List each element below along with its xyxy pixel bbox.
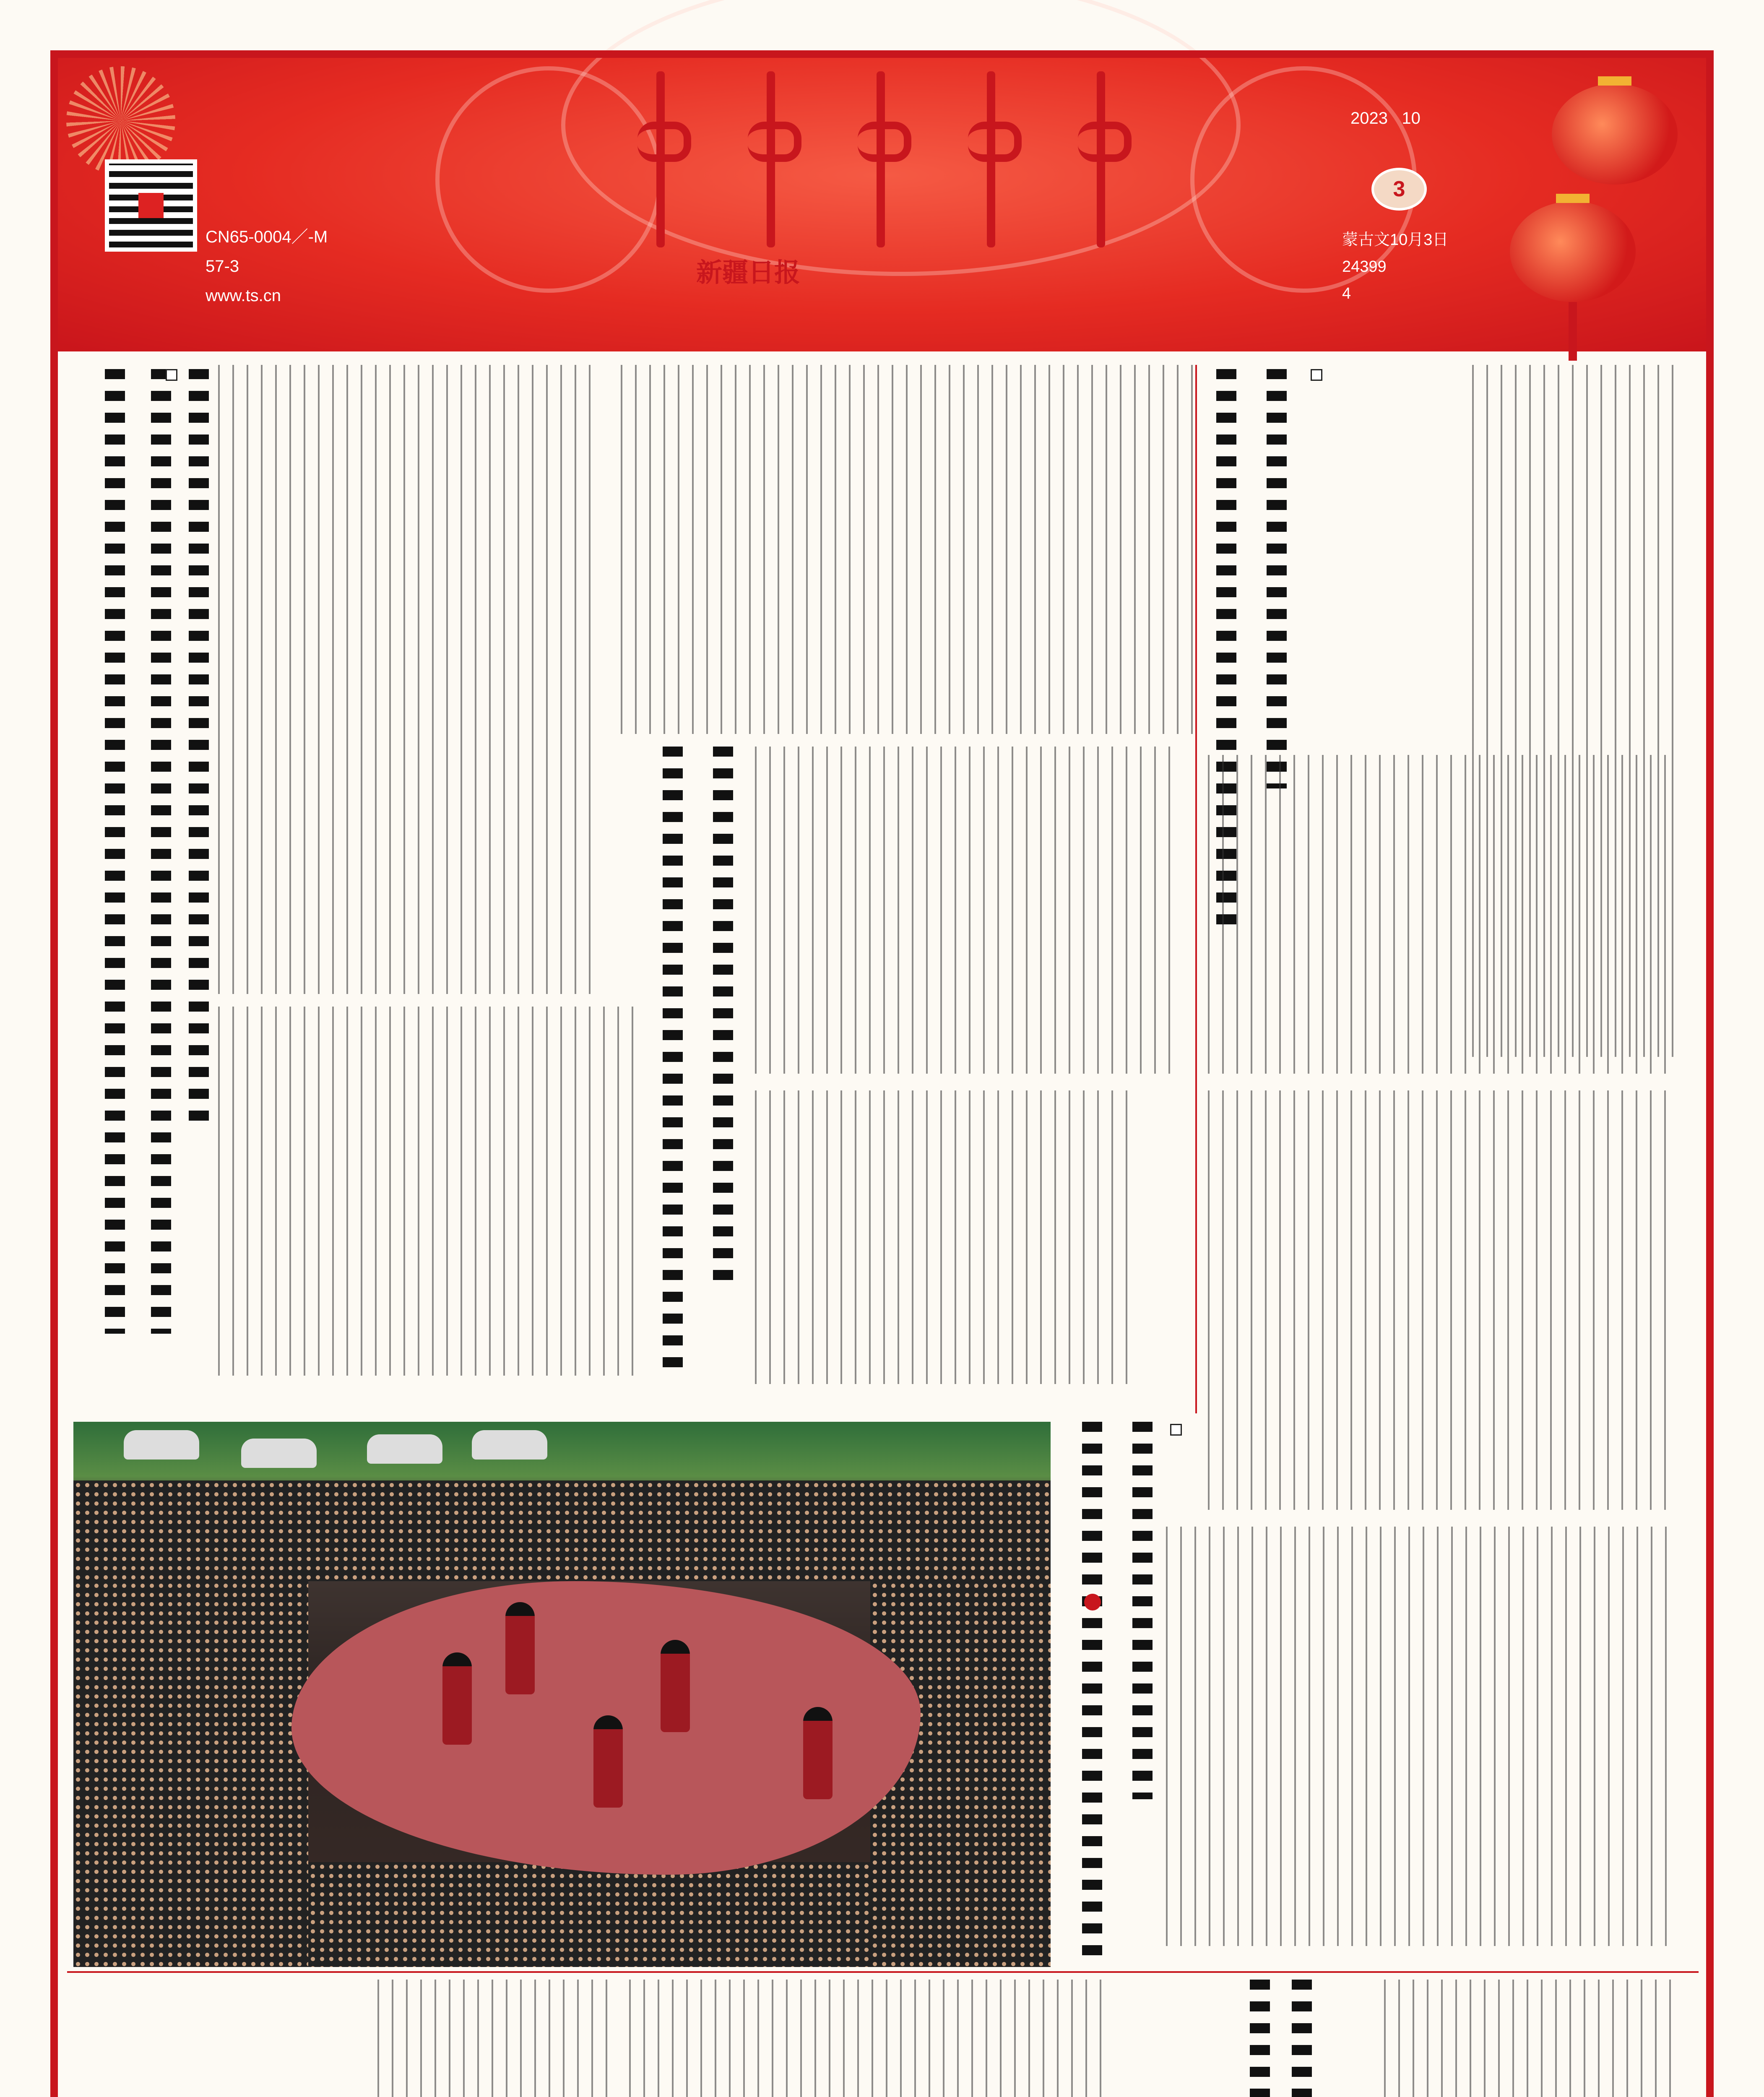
headline — [663, 747, 683, 1376]
date-line — [1350, 109, 1421, 128]
dancer — [593, 1715, 623, 1808]
dancer — [661, 1640, 690, 1732]
car — [124, 1430, 199, 1460]
article-text — [218, 1007, 637, 1376]
crowd — [308, 1862, 870, 1967]
article-text — [1384, 1980, 1673, 2097]
chinese-date: 蒙古文10月3日 — [1342, 231, 1449, 249]
lantern-icon — [1552, 84, 1678, 185]
postal-code: 57-3 — [206, 257, 239, 276]
article-text — [1208, 1090, 1673, 1510]
year: 2023 — [1350, 109, 1388, 127]
article-text — [755, 747, 1174, 1074]
article-text — [755, 1090, 1132, 1384]
headline — [105, 369, 125, 1334]
page-number-badge: 3 — [1371, 168, 1427, 211]
mongolian-title — [629, 71, 1132, 247]
bullet-square-icon — [1170, 1424, 1182, 1436]
headline — [1250, 1980, 1270, 2097]
bullet-square-icon — [1311, 369, 1322, 381]
lantern-icon — [1510, 201, 1636, 302]
month: 10 — [1402, 109, 1421, 127]
bullet-square-icon — [166, 369, 177, 381]
article-text — [1166, 1527, 1673, 1946]
issue-info — [1342, 226, 1448, 307]
website[interactable]: www.ts.cn — [206, 286, 281, 305]
article-text — [629, 1980, 1111, 2097]
dancer — [803, 1707, 833, 1799]
title-glyph — [1069, 71, 1132, 247]
dancer — [442, 1652, 472, 1745]
car — [367, 1434, 442, 1464]
headline — [189, 369, 209, 1124]
car — [472, 1430, 547, 1460]
headline — [1292, 1980, 1312, 2097]
car — [241, 1439, 317, 1468]
dancer — [505, 1602, 535, 1694]
chinese-title: 新疆日报 — [696, 257, 801, 288]
headline — [1082, 1422, 1102, 1967]
headline — [151, 369, 171, 1334]
column-divider — [1195, 365, 1197, 1413]
title-glyph — [960, 71, 1022, 247]
qr-code-icon[interactable] — [105, 159, 197, 252]
weekday: 4 — [1342, 285, 1351, 302]
article-text — [218, 365, 596, 994]
title-glyph — [629, 71, 692, 247]
crowd — [73, 1480, 1051, 1581]
article-text — [377, 1980, 612, 2097]
title-glyph — [739, 71, 802, 247]
crowd — [73, 1581, 308, 1967]
article-text — [621, 365, 1199, 734]
headline — [713, 747, 733, 1292]
issue-number: 24399 — [1342, 258, 1387, 276]
headline — [1267, 369, 1287, 788]
article-text — [1208, 755, 1673, 1074]
publication-info — [206, 222, 328, 310]
dance-photo[interactable] — [73, 1422, 1051, 1967]
red-dot-icon — [1084, 1594, 1101, 1610]
title-glyph — [849, 71, 912, 247]
cn-code: CN65-0004／-M — [206, 228, 328, 246]
tassel-icon — [1569, 302, 1577, 361]
headline — [1132, 1422, 1153, 1799]
row-divider — [67, 1971, 1699, 1973]
